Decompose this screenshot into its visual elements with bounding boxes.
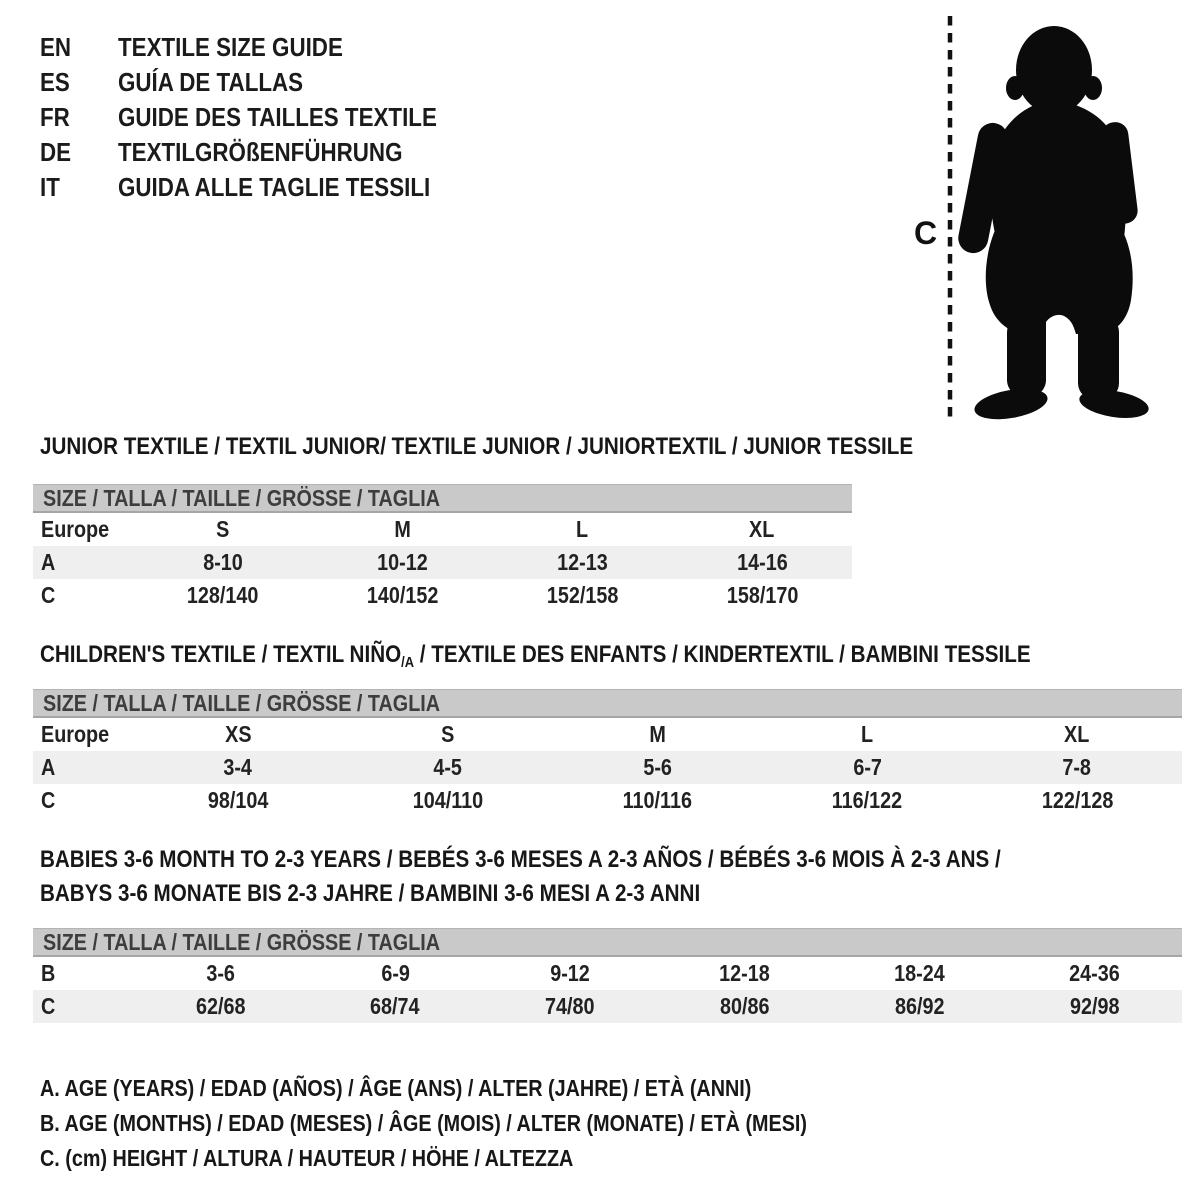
size-cell: 12-18 — [719, 960, 771, 986]
size-cell: 24-36 — [1069, 960, 1120, 986]
legend-line-b — [40, 1106, 932, 1141]
size-cell: 116/122 — [832, 787, 903, 813]
table-row — [33, 718, 1182, 751]
size-cell: 9-12 — [550, 960, 590, 986]
size-cell: 104/110 — [412, 787, 483, 813]
size-header-bar — [33, 689, 1182, 718]
babies-section-title — [40, 843, 1157, 911]
size-cell: XS — [224, 721, 252, 747]
size-cell: M — [649, 721, 666, 747]
size-header-bar — [33, 928, 1182, 957]
size-cell: 4-5 — [433, 754, 462, 780]
legend-line-a — [40, 1071, 932, 1106]
children-section-title — [40, 641, 1192, 672]
size-cell: 5-6 — [643, 754, 672, 780]
children-title-subscript: /A — [401, 654, 415, 671]
lang-code: EN — [40, 32, 72, 62]
children-title-rest: / TEXTILE DES ENFANTS / KINDERTEXTIL / BAMBINI TESSILE — [414, 641, 1031, 668]
row-label: C — [41, 582, 56, 608]
measure-legend — [40, 1071, 932, 1176]
lang-title: GUIDA ALLE TAGLIE TESSILI — [118, 172, 431, 202]
size-header-text: SIZE / TALLA / TAILLE / GRÖSSE / TAGLIA — [43, 928, 441, 955]
size-cell: S — [441, 721, 455, 747]
table-row — [33, 579, 852, 612]
children-size-table — [33, 689, 1182, 817]
legend-text: C. (cm) HEIGHT / ALTURA / HAUTEUR / HÖHE / ALTEZZA — [40, 1145, 574, 1171]
size-cell: 152/158 — [546, 582, 619, 608]
babies-title-line1: BABIES 3-6 MONTH TO 2-3 YEARS / BEBÉS 3-6 MESES A 2-3 AÑOS / BÉBÉS 3-6 MOIS À 2-3 ANS / — [40, 846, 1001, 873]
size-cell: 12-13 — [557, 549, 608, 575]
row-label: C — [41, 993, 56, 1019]
lang-row-it — [40, 170, 489, 205]
lang-title: GUIDE DES TAILLES TEXTILE — [118, 102, 437, 132]
babies-title-line2: BABYS 3-6 MONATE BIS 2-3 JAHRE / BAMBINI 3-6 MESI A 2-3 ANNI — [40, 880, 701, 907]
row-label: B — [41, 960, 56, 986]
size-cell: 128/140 — [187, 582, 259, 608]
size-cell: 7-8 — [1062, 754, 1092, 780]
table-row — [33, 784, 1182, 817]
size-cell: S — [216, 516, 230, 542]
lang-title: TEXTILGRÖßENFÜHRUNG — [118, 137, 403, 167]
lang-row-es — [40, 65, 489, 100]
height-figure — [880, 0, 1200, 440]
height-measure-label: C — [914, 215, 938, 251]
size-cell: 122/128 — [1041, 787, 1113, 813]
children-section-title-text — [40, 641, 1031, 672]
table-row — [33, 751, 1182, 784]
size-cell: 80/86 — [720, 993, 770, 1019]
size-cell: 92/98 — [1069, 993, 1120, 1019]
size-cell: 18-24 — [894, 960, 946, 986]
size-cell: 140/152 — [366, 582, 439, 608]
table-row — [33, 957, 1182, 990]
language-title-list — [40, 30, 489, 205]
size-header-bar — [33, 484, 852, 513]
toddler-silhouette-icon — [880, 0, 1200, 440]
size-cell: M — [394, 516, 411, 542]
legend-text: A. AGE (YEARS) / EDAD (AÑOS) / ÂGE (ANS) / ALTER (JAHRE) / ETÀ (ANNI) — [40, 1075, 752, 1101]
lang-row-en — [40, 30, 489, 65]
row-label: C — [41, 787, 56, 813]
size-cell: L — [576, 516, 589, 542]
babies-size-table — [33, 928, 1182, 1023]
lang-code: IT — [40, 172, 60, 202]
lang-code: ES — [40, 67, 70, 97]
size-cell: 6-9 — [380, 960, 410, 986]
row-label: A — [41, 754, 56, 780]
table-row — [33, 546, 852, 579]
size-cell: 68/74 — [370, 993, 420, 1019]
lang-code: DE — [40, 137, 72, 167]
size-cell: XL — [749, 516, 775, 542]
size-cell: L — [861, 721, 874, 747]
size-cell: 8-10 — [203, 549, 243, 575]
size-cell: 158/170 — [726, 582, 798, 608]
size-cell: 3-6 — [206, 960, 235, 986]
junior-section-title — [40, 433, 1055, 461]
lang-title: TEXTILE SIZE GUIDE — [118, 32, 343, 62]
lang-row-de — [40, 135, 489, 170]
size-cell: 3-4 — [223, 754, 253, 780]
size-header-text: SIZE / TALLA / TAILLE / GRÖSSE / TAGLIA — [43, 689, 441, 716]
size-cell: 86/92 — [894, 993, 945, 1019]
size-cell: XL — [1064, 721, 1090, 747]
row-label: A — [41, 549, 56, 575]
children-title-main: CHILDREN'S TEXTILE / TEXTIL NIÑO — [40, 641, 402, 668]
row-label: Europe — [41, 721, 110, 747]
lang-row-fr — [40, 100, 489, 135]
table-row — [33, 990, 1182, 1023]
lang-code: FR — [40, 102, 70, 132]
size-header-text: SIZE / TALLA / TAILLE / GRÖSSE / TAGLIA — [43, 484, 441, 511]
size-cell: 74/80 — [545, 993, 595, 1019]
size-cell: 14-16 — [736, 549, 788, 575]
lang-title: GUÍA DE TALLAS — [118, 67, 304, 97]
size-cell: 10-12 — [377, 549, 428, 575]
junior-section-title-text: JUNIOR TEXTILE / TEXTIL JUNIOR/ TEXTILE JUNIOR / JUNIORTEXTIL / JUNIOR TESSILE — [40, 433, 914, 460]
legend-text: B. AGE (MONTHS) / EDAD (MESES) / ÂGE (MOIS) / ALTER (MONATE) / ETÀ (MESI) — [40, 1110, 807, 1136]
legend-line-c — [40, 1141, 932, 1176]
row-label: Europe — [41, 516, 110, 542]
table-row — [33, 513, 852, 546]
size-cell: 62/68 — [195, 993, 246, 1019]
size-cell: 110/116 — [622, 787, 693, 813]
size-cell: 98/104 — [207, 787, 269, 813]
size-cell: 6-7 — [852, 754, 882, 780]
junior-size-table — [33, 484, 852, 612]
